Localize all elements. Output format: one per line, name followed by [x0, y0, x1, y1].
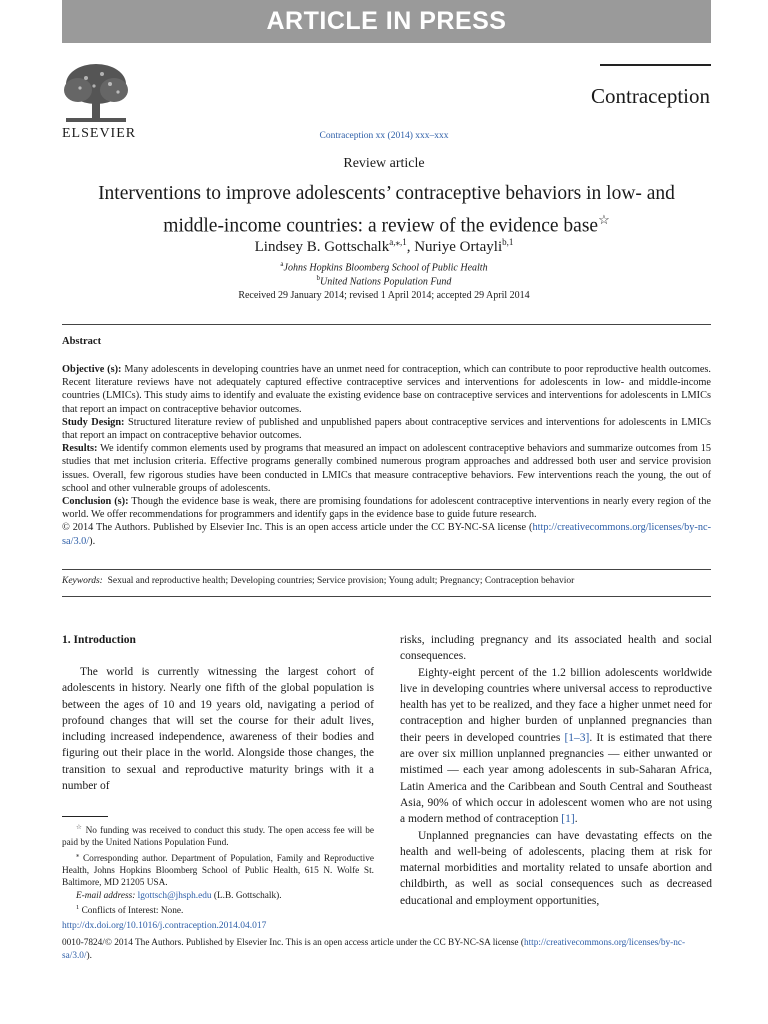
- journal-citation[interactable]: Contraception xx (2014) xxx–xxx: [319, 131, 449, 141]
- footnote-funding: [62, 822, 374, 850]
- email-label: E-mail address:: [76, 890, 136, 901]
- conclusion-label: Conclusion (s):: [62, 496, 129, 508]
- email-tail: (L.B. Gottschalk).: [211, 890, 282, 901]
- abstract-license: [62, 521, 711, 547]
- footnote-conflicts: [62, 902, 374, 917]
- footnote-rule: [62, 816, 108, 817]
- footnote-email: [62, 890, 374, 902]
- author-name: Nuriye Ortayli: [414, 239, 503, 255]
- results-text: We identify common elements used by programs that measured an impact on adolescent contraceptive behaviors and summarize outcomes from 15 studies that met inclusion criteria. Effective programs generally combined numerous program approaches and addressed both user and service provision issues. Overall, few rigorous studies have been conducted in LMICs that measure contraceptive behaviors. Few interventions reach the young, the out of school and other vulnerable groups of adolescents.: [62, 443, 711, 494]
- author-separator: ,: [406, 239, 415, 255]
- affiliation-marker: a: [280, 260, 284, 268]
- keywords: [62, 576, 711, 586]
- keywords-label: Keywords:: [62, 576, 103, 586]
- elsevier-tree-logo: [60, 62, 132, 126]
- reference-link[interactable]: [1–3]: [564, 731, 590, 744]
- title-star-icon[interactable]: ☆: [598, 212, 610, 227]
- license-text: © 2014 The Authors. Published by Elsevier Inc. This is an open access article under the CC BY-NC-SA license (: [62, 522, 533, 534]
- journal-rule: [600, 64, 711, 66]
- para-text: .: [574, 813, 578, 826]
- copyright-license-link[interactable]: http://creativecommons.org/licenses/by-nc-sa/3.0/: [62, 938, 686, 961]
- affiliation-text: Johns Hopkins Bloomberg School of Public Health: [283, 262, 488, 274]
- abstract-body: [62, 363, 711, 548]
- title-line-1: Interventions to improve adolescents’ contraceptive behaviors in low- and: [98, 183, 675, 204]
- para-text: Eighty-eight percent of the 1.2 billion adolescents worldwide live in developing countries where universal access to reproductive health has yet to be realized, and they face a higher unmet need for contraception and higher burden of unplanned pregnancies than their peers in developed countries: [400, 666, 712, 744]
- intro-paragraph-cont: risks, including pregnancy and its associated health and social consequences.: [400, 634, 712, 663]
- keywords-rule: [62, 569, 711, 570]
- email-link[interactable]: lgottsch@jhsph.edu: [137, 890, 212, 901]
- para-text: . It is estimated that there are over six million unplanned pregnancies — either unwanted or mistimed — each year among adolescents in sub-Saharan Africa, Latin America and the Caribbean and South Central and Southeast Asia, 90% of which occur in adolescent women who are not using a modern method of contraception: [400, 731, 712, 826]
- results-label: Results:: [62, 443, 98, 455]
- objective-text: Many adolescents in developing countries have an unmet need for contraception, which can contribute to poor reproductive health outcomes. Recent literature reviews have not adequately captured effective contraceptive services and interventions for adolescents in low- and middle-income countries (LMICs). This study aims to identify and evaluate the existing evidence base on contraceptive services and interventions for adolescents in LMICs that report an impact on contraceptive behavior outcomes.: [62, 364, 711, 415]
- design-label: Study Design:: [62, 416, 125, 428]
- author-affiliation-marker[interactable]: b,1: [502, 237, 514, 247]
- conclusion-text: Though the evidence base is weak, there are promising foundations for adolescent contraceptive interventions in nearly every region of the world. We offer recommendations for programmers and identify gaps in the evidence base to guide future research.: [62, 496, 711, 521]
- footnote-corresponding: [62, 850, 374, 890]
- footnote-marker: ☆: [76, 824, 83, 831]
- article-in-press-banner: ARTICLE IN PRESS: [62, 0, 711, 43]
- affiliation: [0, 274, 768, 287]
- reference-link[interactable]: [1]: [561, 813, 575, 826]
- copyright-end: ).: [86, 950, 92, 961]
- section-heading-introduction: 1. Introduction: [62, 634, 136, 646]
- footnotes: [62, 822, 374, 917]
- intro-paragraph: The world is currently witnessing the largest cohort of adolescents in history. Nearly one fifth of the global population is between the ages of 10 and 19 years old, navigating a period of profound changes that will set the course for their adult lives, including increased independence, awareness of their bodies and figuring out their place in the world. Alongside those changes, the transition to sexual and reproductive maturity brings with it a number of: [62, 666, 374, 793]
- author-name: Lindsey B. Gottschalk: [254, 239, 390, 255]
- publisher-name: ELSEVIER: [62, 126, 137, 141]
- affiliation: [0, 260, 768, 273]
- footnote-text: Conflicts of Interest: None.: [81, 906, 184, 917]
- abstract-conclusion: [62, 495, 711, 521]
- author-list: [0, 237, 768, 256]
- objective-label: Objective (s):: [62, 364, 122, 375]
- intro-paragraph: Unplanned pregnancies can have devastating effects on the health and well-being of adolescents, placing them at risk for maternal morbidities and mortality related to unsafe abortion and childbirth, as well as social consequences such as decreased educational and employment opportunities,: [400, 829, 712, 907]
- abstract-results: [62, 442, 711, 495]
- affiliation-marker: b: [316, 274, 321, 282]
- copyright-text: 0010-7824/© 2014 The Authors. Published by Elsevier Inc. This is an open access article under the CC BY-NC-SA license (: [62, 938, 524, 948]
- license-link[interactable]: http://creativecommons.org/licenses/by-nc-sa/3.0/: [62, 522, 711, 547]
- footnote-text: Corresponding author. Department of Population, Family and Reproductive Health, Johns Hopkins Bloomberg School of Public Health, 615 N. Wolfe St. Baltimore, MD 21205 USA.: [62, 853, 374, 889]
- intro-left-column: [62, 664, 374, 794]
- intro-right-column: [400, 632, 712, 909]
- abstract-heading: Abstract: [62, 336, 102, 347]
- keywords-bottom-rule: [62, 596, 711, 597]
- author-affiliation-marker[interactable]: a,⁎,1: [389, 237, 407, 247]
- article-title: [62, 181, 711, 240]
- design-text: Structured literature review of published and unpublished papers about contraceptive services and interventions for adolescents in LMICs that report an impact on contraceptive behavior outcomes.: [62, 416, 711, 442]
- affiliation-text: United Nations Population Fund: [320, 276, 452, 288]
- copyright-notice: [62, 937, 711, 962]
- footnote-marker: ⁎: [76, 851, 80, 859]
- title-line-2: middle-income countries: a review of the evidence base: [163, 215, 599, 237]
- abstract-design: [62, 416, 711, 442]
- abstract-objective: [62, 363, 711, 416]
- keywords-text: Sexual and reproductive health; Developing countries; Service provision; Young adult; Pregnancy; Contraception behavior: [107, 576, 575, 586]
- footnote-marker: 1: [76, 903, 80, 911]
- doi-link[interactable]: http://dx.doi.org/10.1016/j.contraception.2014.04.017: [62, 921, 267, 931]
- article-type: Review article: [343, 156, 425, 171]
- journal-name: Contraception: [591, 84, 710, 108]
- license-end: ).: [89, 535, 96, 547]
- abstract-top-rule: [62, 324, 711, 325]
- intro-paragraph: [400, 665, 712, 828]
- footnote-text: No funding was received to conduct this study. The open access fee will be paid by the United Nations Population Fund.: [62, 826, 374, 849]
- article-dates: Received 29 January 2014; revised 1 April 2014; accepted 29 April 2014: [238, 290, 530, 301]
